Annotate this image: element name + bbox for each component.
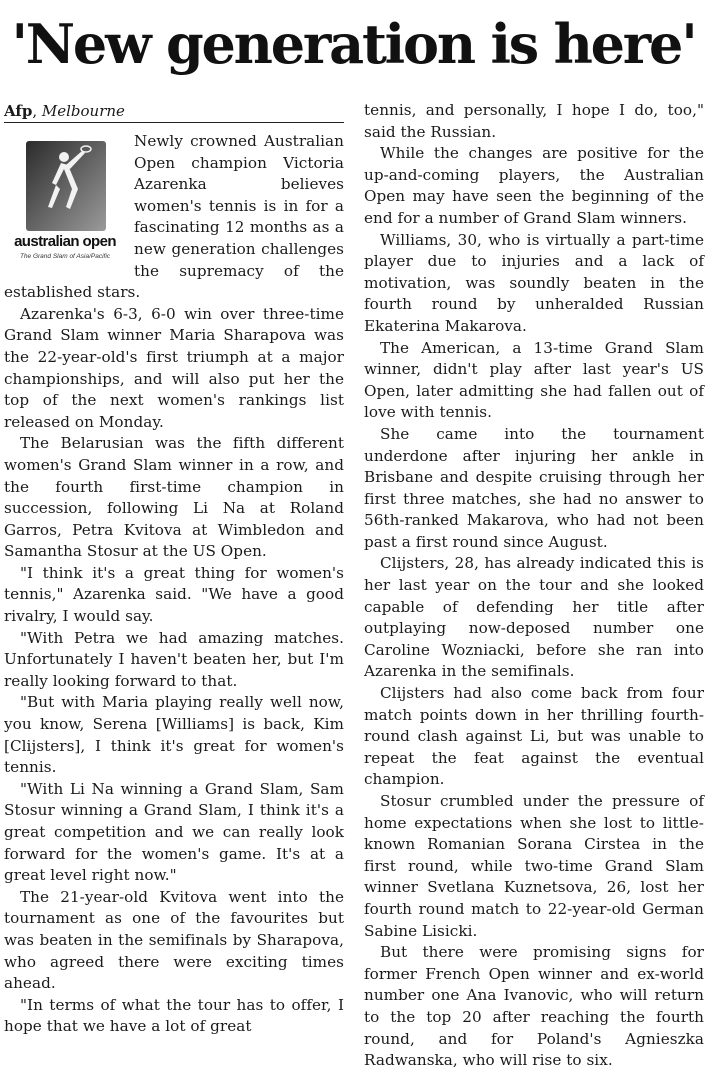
paragraph: "With Petra we had amazing matches. Unfortunately I haven't beaten her, but I'm really looking forward to that. [4,628,344,690]
paragraph: Azarenka's 6-3, 6-0 win over three-time Grand Slam winner Maria Sharapova was the 22-year-old's first triumph at a major championships, and will also put her the top of the next women's rankings list released on Monday. [4,304,344,431]
left-column [4,100,344,1038]
paragraph: The 21-year-old Kvitova went into the tournament as one of the favourites but was beaten in the semifinals by Sharapova, who agreed there were exciting times ahead. [4,887,344,993]
byline: Afp, Melbourne [4,100,344,123]
right-column [364,100,704,1072]
logo-title: australian open [14,233,116,250]
paragraph: "In terms of what the tour has to offer, I hope that we have a lot of great [4,995,344,1036]
paragraph: She came into the tournament underdone after injuring her ankle in Brisbane and despite cruising through her first three matches, she had no answer to 56th-ranked Makarova, who had not been past a first round since August. [364,424,704,551]
paragraph: While the changes are positive for the up-and-coming players, the Australian Open may have seen the beginning of the end for a number of Grand Slam winners. [364,144,704,227]
paragraph: Clijsters had also come back from four match points down in her thrilling fourth-round clash against Li, but was unable to repeat the feat against the eventual champion. [364,684,704,789]
right-body [364,100,704,1072]
paragraph: But there were promising signs for former French Open winner and ex-world number one Ana Ivanovic, who will return to the top 20 after reaching the fourth round, and for Poland's Agnieszka Radwanska, who will rise to six. [364,943,704,1070]
paragraph: The American, a 13-time Grand Slam winner, didn't play after last year's US Open, later admitting she had fallen out of love with tennis. [364,338,704,422]
byline-place: Melbourne [41,102,125,120]
paragraph: Clijsters, 28, has already indicated this is her last year on the tour and she looked capable of defending her title after outplaying now-deposed number one Caroline Wozniacki, before she ran into Azarenka in the semifinals. [364,554,704,681]
paragraph: "With Li Na winning a Grand Slam, Sam Stosur winning a Grand Slam, I think it's a great competition and we can really look forward for the women's game. It's at a great level right now." [4,779,344,885]
byline-agency: Afp [4,102,33,120]
paragraph: Williams, 30, who is virtually a part-time player due to injuries and a lack of motivation, was soundly beaten in the fourth round by unheralded Russian Ekaterina Makarova. [364,230,704,335]
paragraph: Stosur crumbled under the pressure of home expectations when she lost to little-known Romanian Sorana Cirstea in the first round, while two-time Grand Slam winner Svetlana Kuznetsova, 26, lost her fourth round match to 22-year-old German Sabine Lisicki. [364,792,704,940]
paragraph: Newly crowned Australian Open champion Victoria Azarenka believes women's tennis is in for a fascinating 12 months as a new generation challenges the supremacy of the established stars. [4,132,344,302]
paragraph: The Belarusian was the fifth different women's Grand Slam winner in a row, and the fourth first-time champion in succession, following Li Na at Roland Garros, Petra Kvitova at Wimbledon and Samantha Stosur at the US Open. [4,434,344,561]
paragraph: "But with Maria playing really well now, you know, Serena [Williams] is back, Kim [Clijsters], I think it's great for women's tennis. [4,693,344,777]
paragraph: "I think it's a great thing for women's tennis," Azarenka said. "We have a good rivalry, I would say. [4,563,344,626]
logo-subtitle: The Grand Slam of Asia/Pacific [19,253,111,260]
paragraph: tennis, and personally, I hope I do, too," said the Russian. [364,101,704,141]
headline: 'New generation is here' [11,12,696,76]
australian-open-logo [4,137,126,277]
